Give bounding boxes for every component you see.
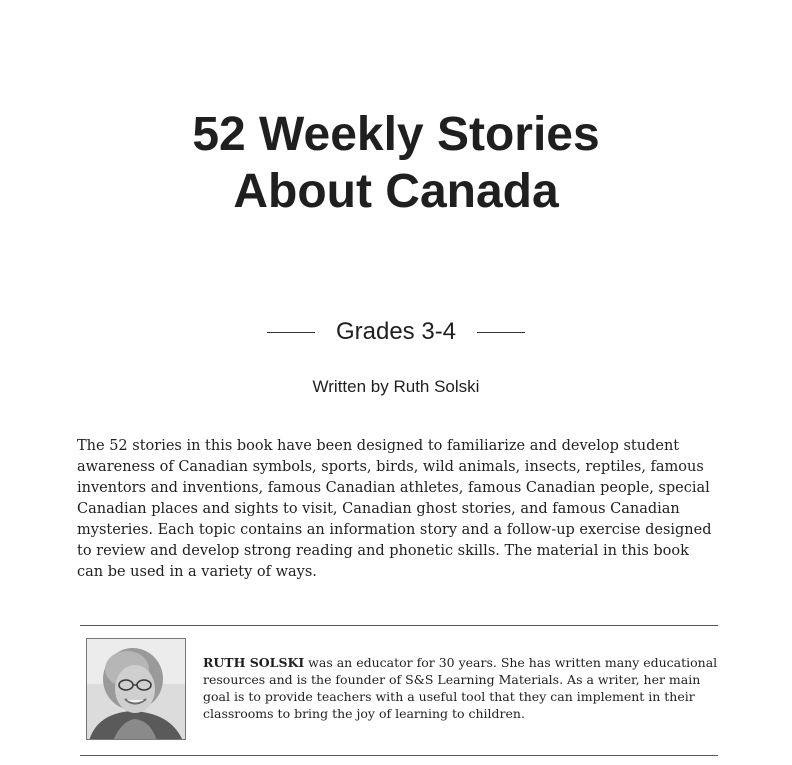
title-line-1: 52 Weekly Stories xyxy=(192,108,600,161)
grades-label: Grades 3-4 xyxy=(335,318,457,345)
author-photo xyxy=(86,638,186,740)
author-bio-text: was an educator for 30 years. She has written many educational resources and is the founder of S&S Learning Materials. As a writer, her main goal is to provide teachers with a useful tool that they can implement in their classrooms to bring the joy of learning to children. xyxy=(203,655,718,721)
author-name: RUTH SOLSKI xyxy=(203,655,305,670)
author-byline: Written by Ruth Solski xyxy=(312,377,480,396)
bio-top-rule xyxy=(80,625,718,626)
grades-row xyxy=(0,316,792,348)
book-description: The 52 stories in this book have been designed to familiarize and develop student awareness of Canadian symbols, sports, birds, wild animals, insects, reptiles, famous inventors and inventions, famous Canadian athletes, famous Canadian people, special Canadian places and sights to visit, Canadian ghost stories, and famous Canadian mysteries. Each topic contains an information story and a follow-up exercise designed to review and develop strong reading and phonetic skills. The material in this book can be used in a variety of ways. xyxy=(77,438,712,580)
bio-bottom-rule xyxy=(80,755,718,756)
title-line-2: About Canada xyxy=(233,165,559,218)
grades-right-rule xyxy=(477,332,525,333)
grades-left-rule xyxy=(267,332,315,333)
book-title xyxy=(0,106,792,220)
author-bio xyxy=(203,654,723,722)
